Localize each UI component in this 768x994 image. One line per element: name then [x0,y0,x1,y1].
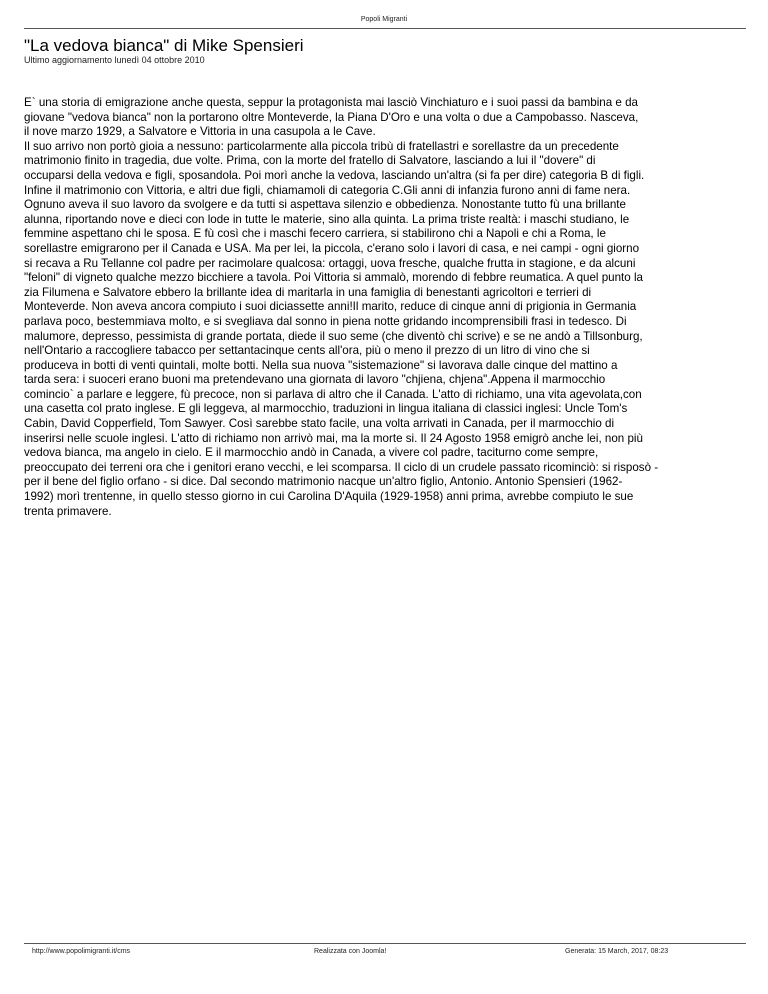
footer-generated-date: Generata: 15 March, 2017, 08:23 [565,948,669,955]
article-line: matrimonio finito in tragedia, due volte. Prima, con la morte del fratello di Salvatore, lasciando a lui il "dovere" di [24,154,596,168]
article-line: inserirsi nelle scuole inglesi. L'atto di richiamo non arrivò mai, ma la morte si. Il 24 Agosto 1958 emigrò anche lei, non più [24,431,643,445]
footer-url: http://www.popolimigranti.it/cms [32,948,131,955]
article-line: occuparsi della vedova e figli, sposandola. Poi morì anche la vedova, lasciando un'altra (si fa per dire) categoria B di figli. [24,168,645,182]
article-line: si recava a Ru Tellanne col padre per racimolare qualcosa: ortaggi, uova fresche, qualche frutta in stagione, e da alcuni [24,256,636,270]
article-line: alunna, riportando nove e dieci con lode in tutte le materie, sino alla quinta. La prima triste realtà: i maschi studiano, le [24,212,630,226]
footer-divider [24,943,746,944]
article-line: produceva in botti di venti quintali, molte botti. Nella sua nuova "sistemazione" si lavorava dalle cinque del mattino a [24,358,618,372]
article-line: Il suo arrivo non portò gioia a nessuno: particolarmente alla piccola tribù di fratellastri e sorellastre da un precedente [24,139,619,153]
site-name-header: Popoli Migranti [360,16,408,23]
article-line: Infine il matrimonio con Vittoria, e altri due figli, chiamamoli di categoria C.Gli anni di infanzia furono anni di fame nera. [24,183,631,197]
article-title: "La vedova bianca" di Mike Spensieri [24,36,304,55]
article-line: Cabin, David Copperfield, Tom Sawyer. Così sarebbe stato facile, una volta arrivati in Canada, per il marmocchio di [24,417,615,431]
header-divider [24,28,746,29]
article-line: 1992) morì trentenne, in quello stesso giorno in cui Carolina D'Aquila (1929-1958) anni prima, avrebbe compiuto le sue [24,490,634,504]
article-line: E` una storia di emigrazione anche questa, seppur la protagonista mai lasciò Vinchiaturo e i suoi passi da bambina e da [24,96,638,109]
article-line: femmine aspettano chi le sposa. E fù così che i maschi fecero carriera, si stabilirono chi a Napoli e chi a Roma, le [24,227,606,241]
article-line: zia Filumena e Salvatore ebbero la brillante idea di maritarla in una famiglia di benestanti agricoltori e terrieri di [24,285,592,299]
article-line: malumore, depresso, pessimista di grande portata, diede il suo seme (che diventò chi scrive) e se ne andò a Tillsonburg, [24,329,643,343]
last-updated-date: Ultimo aggiornamento lunedì 04 ottobre 2010 [24,55,205,65]
footer-credit: Realizzata con Joomla! [314,948,387,955]
article-line: il nove marzo 1929, a Salvatore e Vittoria in una casupola a le Cave. [24,125,376,139]
article-line: tarda sera: i suoceri erano buoni ma pretendevano una giornata di lavoro "chjiena, chjena".Appena il marmocchio [24,373,606,387]
article-line: una casetta col prato inglese. E gli leggeva, al marmocchio, traduzioni in lingua italiana di classici inglesi: Uncle Tom's [24,402,628,416]
article-line: parlava poco, bestemmiava molto, e si svegliava dal sonno in piena notte gridando incomprensibili frasi in tedesco. Di [24,314,627,328]
article-line: trenta primavere. [24,504,112,518]
article-line: Monteverde. Non aveva ancora compiuto i suoi diciassette anni!Il marito, reduce di cinque anni di prigionia in Germania [24,300,637,314]
article-line: per il bene del figlio orfano - si dice. Dal secondo matrimonio nacque un'altro figlio, Antonio. Antonio Spensieri (1962- [24,475,623,489]
article-line: preoccupato dei terreni ora che i genitori erano vecchi, e lei scomparsa. Il ciclo di un crudele passato ricominciò: si risposò - [24,460,659,474]
article-line: giovane "vedova bianca" non la portarono oltre Monteverde, la Piana D'Oro e una volta o due a Campobasso. Nasceva, [24,110,639,124]
article-line: sorellastre emigrarono per il Canada e USA. Ma per lei, la piccola, c'erano solo i lavori di casa, e nei campi - ogni giorno [24,241,640,255]
article-line: "feloni" di vigneto qualche mezzo bicchiere a tavola. Poi Vittoria si ammalò, morendo di febbre reumatica. A quel punto la [24,271,643,285]
article-line: Ognuno aveva il suo lavoro da svolgere e da tutti si aspettava silenzio e obbedienza. Nonostante tutto fù una brillante [24,198,626,212]
article-line: vedova bianca, ma angelo in cielo. E il marmocchio andò in Canada, a vivere col padre, taciturno come sempre, [24,446,599,460]
article-line: nell'Ontario a raccogliere tabacco per settantacinque cents all'ora, più o meno il prezzo di un litro di vino che si [24,344,590,358]
article-line: comincio` a parlare e leggere, fù precoce, non si parlava di altro che il Canada. L'atto di richiamo, una vita agevolata,con [24,387,642,401]
article-body [24,96,740,519]
